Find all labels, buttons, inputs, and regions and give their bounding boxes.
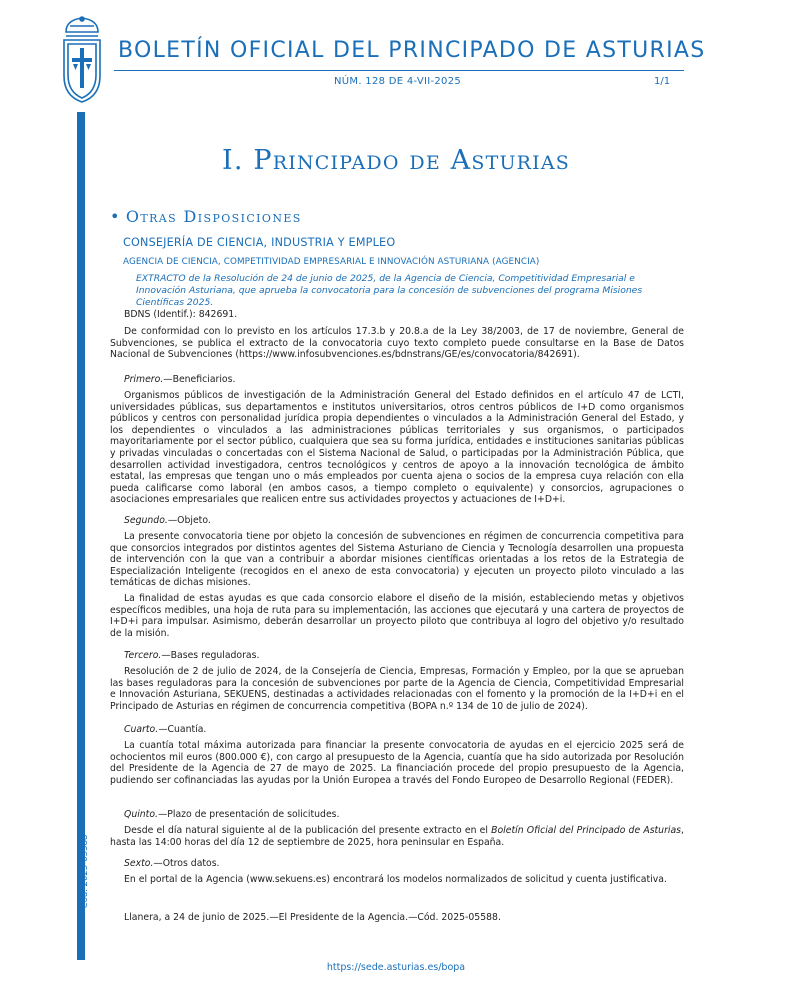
paragraph-bases: Resolución de 2 de julio de 2024, de la Consejería de Ciencia, Empresas, Formación y Empleo, por la que se aprueban las bases reguladoras para la concesión de subvenciones por parte de la Agencia de Ciencia, Competitividad Empresarial e Innovación Asturiana, SEKUENS, destinadas a actividades relacionadas con el fomento y la promoción de la I+D+i en el Principado de Asturias en régimen de concurrencia competitiva (BOPA n.º 134 de 10 de julio de 2024). — [110, 666, 684, 712]
paragraph-beneficiarios: Organismos públicos de investigación de la Administración General del Estado definidos en el artículo 47 de LCTI, universidades públicas, sus departamentos e institutos universitarios, otros centros públicos de I+D como organismos públicos y centros con personalidad jurídica propia dependientes o vinculados a la Administración General del Estado, y los dependientes o vinculados a las administraciones públicas territoriales y sus organismos, o participados mayoritariamente por el sector público, cualquiera que sea su forma jurídica, entidades e instituciones sanitarias públicas y privadas vinculadas o concertadas con el Sistema Nacional de Salud, o participadas por la Administración Pública, que desarrollen actividad investigadora, centros tecnológicos y centros de apoyo a la innovación tecnológica de ámbito estatal, las empresas que tengan uno o más empleados por cuenta ajena o socios de la empresa cuya relación con ella pueda calificarse como laboral (en ambos casos, a tiempo completo o equivalente) y consorcios, agrupaciones o asociaciones empresariales que realicen entre sus actividades proyectos y actuaciones de I+D+i. — [110, 390, 684, 506]
vertical-document-code: Cód. 2025-05588 — [80, 834, 90, 908]
asturias-coat-of-arms-logo — [56, 14, 108, 104]
section-title: I. Principado de Asturias — [221, 145, 571, 176]
heading-primero: Primero.—Beneficiarios. — [124, 374, 236, 385]
paragraph-objeto-2: La finalidad de estas ayudas es que cada consorcio elabore el diseño de la misión, estableciendo metas y objetivos específicos medibles, una hoja de ruta para su implementación, las acciones que ejecutará y una cartera de proyectos de I+D+i para impulsar. Asimismo, deberán desarrollar un proyecto piloto que contribuya al logro del objetivo y/o resultado de la misión. — [110, 593, 684, 639]
header-divider — [114, 70, 684, 71]
issue-number: NÚM. 128 DE 4-VII-2025 — [334, 76, 462, 87]
heading-quinto: Quinto.—Plazo de presentación de solicitudes. — [124, 809, 340, 820]
intro-paragraph: De conformidad con lo previsto en los artículos 17.3.b y 20.8.a de la Ley 38/2003, de 17 de noviembre, General de Subvenciones, se publica el extracto de la convocatoria cuyo texto completo puede consultarse en la Base de Datos Nacional de Subvenciones (https://www.infosubvenciones.es/bdnstrans/GE/es/convocatoria/842691). — [110, 326, 684, 361]
subsection-title — [110, 207, 302, 226]
paragraph-otros-datos: En el portal de la Agencia (www.sekuens.es) encontrará los modelos normalizados de solicitud y cuenta justificativa. — [124, 874, 667, 885]
bdns-id: BDNS (Identif.): 842691. — [124, 309, 238, 320]
left-sidebar-bar — [77, 112, 85, 960]
heading-segundo: Segundo.—Objeto. — [124, 515, 211, 526]
department-name: CONSEJERÍA DE CIENCIA, INDUSTRIA Y EMPLEO — [123, 236, 396, 249]
paragraph-cuantia: La cuantía total máxima autorizada para financiar la presente convocatoria de ayudas en el ejercicio 2025 será de ochocientos mil euros (800.000 €), con cargo al presupuesto de la Agencia, cuantía que ha sido autorizada por Resolución del Presidente de la Agencia de 27 de mayo de 2025. La financiación procede del propio presupuesto de la Agencia, pudiendo ser cofinanciadas las ayudas por la Unión Europea a través del Fondo Europeo de Desarrollo Regional (FEDER). — [110, 740, 684, 786]
paragraph-objeto-1: La presente convocatoria tiene por objeto la concesión de subvenciones en régimen de concurrencia competitiva para que consorcios integrados por distintos agentes del Sistema Asturiano de Ciencia y Tecnología desarrollen una propuesta de intervención con la que van a contribuir a abordar misiones científicas orientadas a los retos de la Estrategia de Especialización Inteligente (recogidos en el anexo de esta convocatoria) y ejecuten un proyecto piloto vinculado a las temáticas de dichas misiones. — [110, 531, 684, 589]
bullet-icon: • — [110, 207, 121, 226]
subsection-label: Otras Disposiciones — [125, 207, 302, 226]
bulletin-title: BOLETÍN OFICIAL DEL PRINCIPADO DE ASTURIAS — [118, 38, 706, 63]
agency-name: AGENCIA DE CIENCIA, COMPETITIVIDAD EMPRESARIAL E INNOVACIÓN ASTURIANA (AGENCIA) — [123, 257, 540, 267]
footer-url-link[interactable]: https://sede.asturias.es/bopa — [326, 962, 466, 973]
page-number: 1/1 — [654, 76, 671, 87]
heading-cuarto: Cuarto.—Cuantía. — [124, 724, 207, 735]
paragraph-plazo: Desde el día natural siguiente al de la publicación del presente extracto en el Boletín Oficial del Principado de Asturias, hasta las 14:00 horas del día 12 de septiembre de 2025, hora peninsular en España. — [110, 825, 684, 848]
closing-signature: Llanera, a 24 de junio de 2025.—El Presidente de la Agencia.—Cód. 2025-05588. — [124, 912, 501, 923]
extract-summary: EXTRACTO de la Resolución de 24 de junio de 2025, de la Agencia de Ciencia, Competitividad Empresarial e Innovación Asturiana, que aprueba la convocatoria para la concesión de subvenciones del programa Misiones Científicas 2025. — [136, 273, 643, 308]
heading-sexto: Sexto.—Otros datos. — [124, 858, 220, 869]
heading-tercero: Tercero.—Bases reguladoras. — [124, 650, 260, 661]
